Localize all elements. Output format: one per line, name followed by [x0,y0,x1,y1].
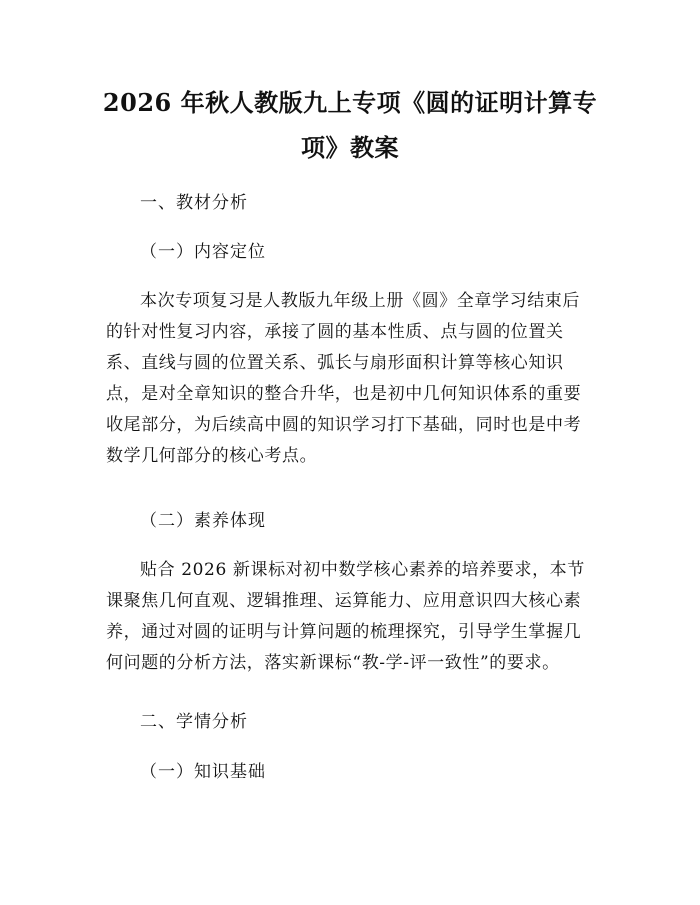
paragraph-literacy-embodiment [106,555,606,679]
document-title-line-1: 2026 年秋人教版九上专项《圆的证明计算专 [102,88,598,117]
paragraph-line: 何问题的分析方法，落实新课标“教-学-评一致性”的要求。 [106,653,560,673]
section-heading-teaching-material-analysis: 一、教材分析 [140,193,248,213]
paragraph-line: 的针对性复习内容，承接了圆的基本性质、点与圆的位置关 [106,322,564,342]
paragraph-line: 养，通过对圆的证明与计算问题的梳理探究，引导学生掌握几 [106,622,582,642]
paragraph-line: 点，是对全章知识的整合升华，也是初中几何知识体系的重要 [106,384,582,404]
subsection-heading-content-positioning: （一）内容定位 [140,242,266,262]
document-title-line-2: 项》教案 [301,133,399,162]
paragraph-line: 系、直线与圆的位置关系、弧长与扇形面积计算等核心知识 [106,353,564,373]
paragraph-line: 数学几何部分的核心考点。 [106,446,318,466]
subsection-heading-knowledge-basis: （一）知识基础 [140,762,266,782]
paragraph-line: 课聚焦几何直观、逻辑推理、运算能力、应用意识四大核心素 [106,591,582,611]
paragraph-line: 收尾部分，为后续高中圆的知识学习打下基础，同时也是中考 [106,415,582,435]
section-heading-learning-situation-analysis: 二、学情分析 [140,712,248,732]
subsection-heading-literacy-embodiment: （二）素养体现 [140,511,266,531]
paragraph-content-positioning [106,286,606,472]
paragraph-line: 本次专项复习是人教版九年级上册《圆》全章学习结束后 [140,291,580,311]
paragraph-line: 贴合 2026 新课标对初中数学核心素养的培养要求，本节 [140,560,585,580]
